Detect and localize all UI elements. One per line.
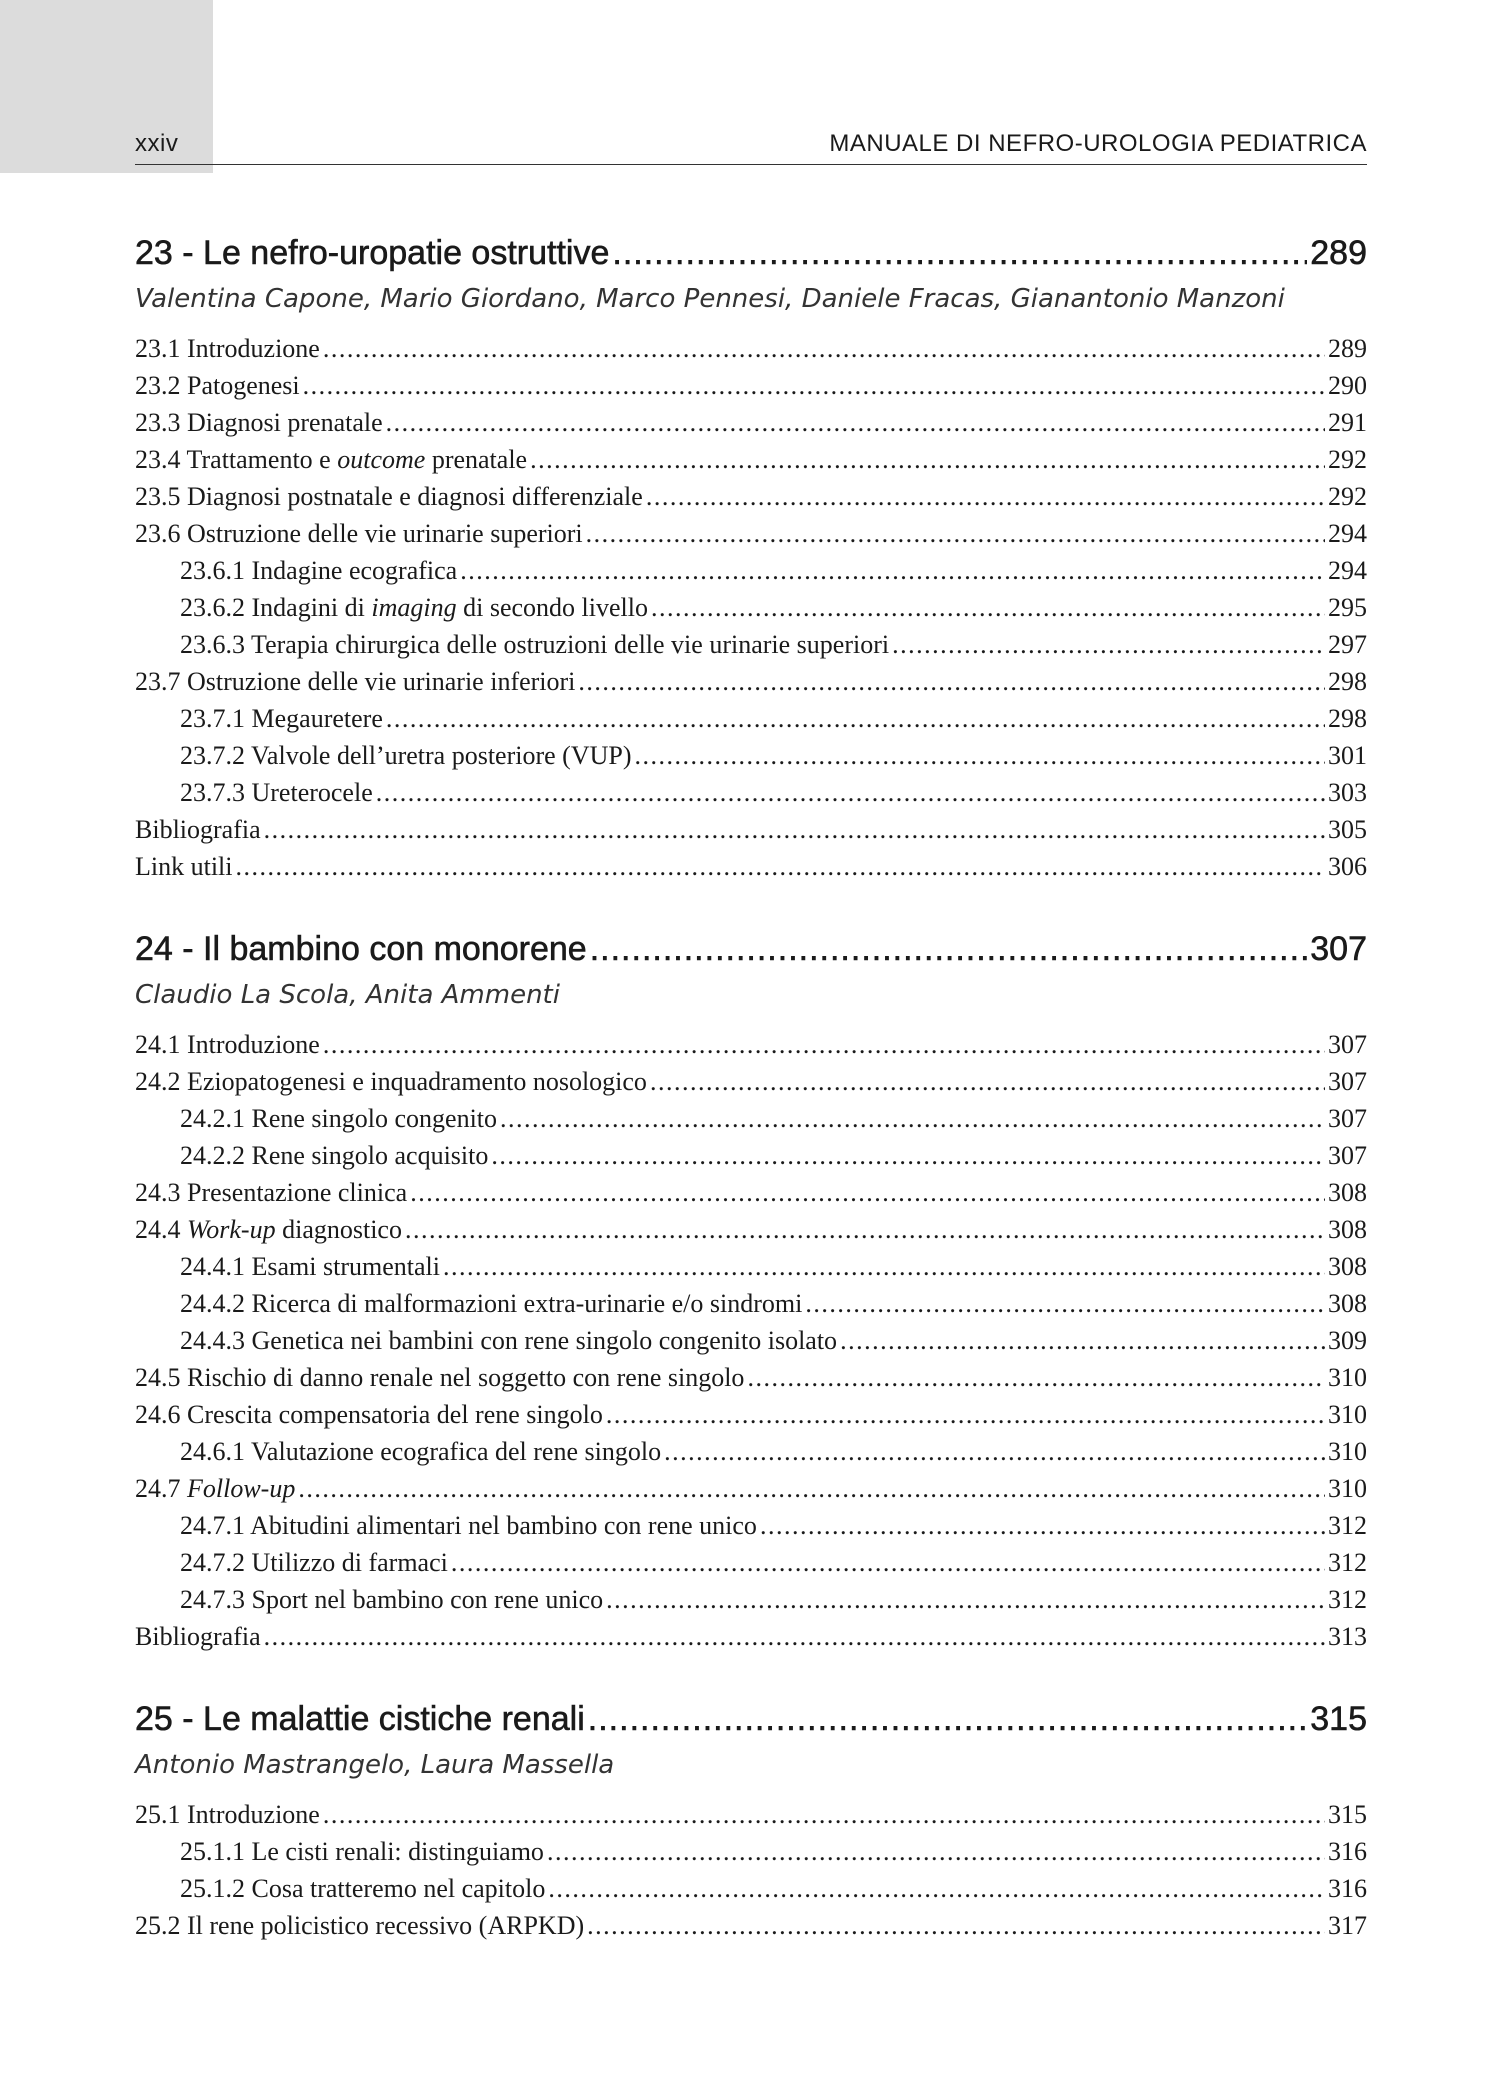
toc-entry[interactable] xyxy=(135,1174,1367,1211)
dot-leader xyxy=(646,478,1325,515)
entry-label: 24.2.2 Rene singolo acquisito xyxy=(180,1141,489,1170)
dot-leader xyxy=(590,924,1308,974)
entry-label: Bibliografia xyxy=(135,815,261,844)
dot-leader xyxy=(664,1433,1325,1470)
chapter-title[interactable] xyxy=(135,924,1367,974)
entry-label: 24.3 Presentazione clinica xyxy=(135,1178,408,1207)
dot-leader xyxy=(892,626,1325,663)
dot-leader xyxy=(747,1359,1325,1396)
dot-leader xyxy=(386,700,1325,737)
entry-page: 294 xyxy=(1328,556,1367,585)
entry-page: 290 xyxy=(1328,371,1367,400)
chapter-title-text: 24 - Il bambino con monorene xyxy=(135,930,587,968)
toc-entry[interactable] xyxy=(135,330,1367,367)
entry-label: 24.4.2 Ricerca di malformazioni extra-urinarie e/o sindromi xyxy=(180,1289,803,1318)
dot-leader xyxy=(264,1618,1325,1655)
toc-subentry[interactable] xyxy=(135,1322,1367,1359)
dot-leader xyxy=(612,228,1307,278)
entry-label: 23.2 Patogenesi xyxy=(135,371,300,400)
toc-entry[interactable] xyxy=(135,1470,1367,1507)
toc-subentry[interactable] xyxy=(135,1100,1367,1137)
label-part: diagnostico xyxy=(275,1215,402,1244)
entry-label: 23.6.1 Indagine ecografica xyxy=(180,556,458,585)
chapter-page: 315 xyxy=(1310,1700,1367,1738)
entry-page: 307 xyxy=(1328,1141,1367,1170)
entry-page: 294 xyxy=(1328,519,1367,548)
toc-subentry[interactable] xyxy=(135,589,1367,626)
dot-leader xyxy=(588,1694,1307,1744)
entry-page: 292 xyxy=(1328,482,1367,511)
dot-leader xyxy=(386,404,1325,441)
entry-label: 24.5 Rischio di danno renale nel soggetto con rene singolo xyxy=(135,1363,745,1392)
label-part: 24.4 xyxy=(135,1215,187,1244)
entry-page: 308 xyxy=(1328,1289,1367,1318)
toc-subentry[interactable] xyxy=(135,1248,1367,1285)
toc-subentry[interactable] xyxy=(135,1285,1367,1322)
entry-page: 289 xyxy=(1328,334,1367,363)
toc-subentry[interactable] xyxy=(135,1433,1367,1470)
toc-subentry[interactable] xyxy=(135,700,1367,737)
entry-page: 317 xyxy=(1328,1911,1367,1940)
entry-label: 23.7.2 Valvole dell’uretra posteriore (VUP) xyxy=(180,741,632,770)
label-emphasis: imaging xyxy=(371,593,457,622)
entry-page: 301 xyxy=(1328,741,1367,770)
entry-page: 305 xyxy=(1328,815,1367,844)
entry-page: 307 xyxy=(1328,1067,1367,1096)
entry-label: 25.1 Introduzione xyxy=(135,1800,320,1829)
toc-entry[interactable] xyxy=(135,1618,1367,1655)
dot-leader xyxy=(410,1174,1325,1211)
toc-entry[interactable] xyxy=(135,1063,1367,1100)
chapter-24 xyxy=(135,924,1367,1655)
toc-subentry[interactable] xyxy=(135,737,1367,774)
entry-label: 25.1.2 Cosa tratteremo nel capitolo xyxy=(180,1874,546,1903)
entry-page: 298 xyxy=(1328,704,1367,733)
chapter-authors: Antonio Mastrangelo, Laura Massella xyxy=(135,1750,615,1780)
label-emphasis: Work-up xyxy=(187,1215,276,1244)
dot-leader xyxy=(236,848,1326,885)
toc-entry[interactable] xyxy=(135,1359,1367,1396)
dot-leader xyxy=(805,1285,1325,1322)
dot-leader xyxy=(606,1396,1325,1433)
entry-label: Link utili xyxy=(135,852,233,881)
entry-page: 310 xyxy=(1328,1363,1367,1392)
label-part: di secondo livello xyxy=(456,593,648,622)
entry-label: 25.2 Il rene policistico recessivo (ARPKD) xyxy=(135,1911,585,1940)
toc-entry[interactable] xyxy=(135,1026,1367,1063)
toc-subentry[interactable] xyxy=(135,1833,1367,1870)
entry-label: 23.1 Introduzione xyxy=(135,334,320,363)
dot-leader xyxy=(443,1248,1325,1285)
entry-page: 316 xyxy=(1328,1874,1367,1903)
running-title: MANUALE DI NEFRO-UROLOGIA PEDIATRICA xyxy=(829,130,1367,157)
toc-entry[interactable] xyxy=(135,404,1367,441)
entry-page: 308 xyxy=(1328,1178,1367,1207)
entry-label xyxy=(135,1211,402,1248)
entry-label: 23.5 Diagnosi postnatale e diagnosi differenziale xyxy=(135,482,643,511)
entry-label: 24.4.1 Esami strumentali xyxy=(180,1252,440,1281)
entry-label: Bibliografia xyxy=(135,1622,261,1651)
entry-label: 24.1 Introduzione xyxy=(135,1030,320,1059)
dot-leader xyxy=(451,1544,1325,1581)
entry-page: 303 xyxy=(1328,778,1367,807)
toc-entry[interactable] xyxy=(135,663,1367,700)
toc-subentry[interactable] xyxy=(135,1507,1367,1544)
page-header xyxy=(135,122,1367,165)
dot-leader xyxy=(491,1137,1325,1174)
entry-label: 24.2 Eziopatogenesi e inquadramento nosologico xyxy=(135,1067,647,1096)
table-of-contents xyxy=(135,228,1367,1983)
chapter-page: 307 xyxy=(1310,930,1367,968)
dot-leader xyxy=(323,1796,1325,1833)
entry-page: 291 xyxy=(1328,408,1367,437)
entry-page: 306 xyxy=(1328,852,1367,881)
dot-leader xyxy=(376,774,1325,811)
entry-page: 295 xyxy=(1328,593,1367,622)
toc-subentry[interactable] xyxy=(135,1870,1367,1907)
entry-page: 310 xyxy=(1328,1474,1367,1503)
label-part: 23.4 Trattamento e xyxy=(135,445,338,474)
dot-leader xyxy=(840,1322,1325,1359)
entry-label: 23.7.3 Ureterocele xyxy=(180,778,373,807)
entry-page: 297 xyxy=(1328,630,1367,659)
dot-leader xyxy=(651,589,1325,626)
chapter-authors: Valentina Capone, Mario Giordano, Marco Pennesi, Daniele Fracas, Gianantonio Manzoni xyxy=(135,284,1285,314)
label-part: 23.6.2 Indagini di xyxy=(180,593,372,622)
entry-page: 312 xyxy=(1328,1585,1367,1614)
chapter-25 xyxy=(135,1694,1367,1944)
toc-subentry[interactable] xyxy=(135,1137,1367,1174)
entry-label: 24.6.1 Valutazione ecografica del rene singolo xyxy=(180,1437,662,1466)
dot-leader xyxy=(650,1063,1325,1100)
entry-label xyxy=(135,441,527,478)
entry-label: 23.6 Ostruzione delle vie urinarie superiori xyxy=(135,519,583,548)
page-number: xxiv xyxy=(135,130,179,157)
dot-leader xyxy=(606,1581,1325,1618)
chapter-authors: Claudio La Scola, Anita Ammenti xyxy=(135,980,560,1010)
toc-entry[interactable] xyxy=(135,1796,1367,1833)
toc-entry[interactable] xyxy=(135,1907,1367,1944)
toc-subentry[interactable] xyxy=(135,552,1367,589)
toc-entry[interactable] xyxy=(135,848,1367,885)
dot-leader xyxy=(323,330,1325,367)
dot-leader xyxy=(323,1026,1325,1063)
toc-subentry[interactable] xyxy=(135,1581,1367,1618)
entry-page: 312 xyxy=(1328,1511,1367,1540)
entry-label: 24.7.1 Abitudini alimentari nel bambino con rene unico xyxy=(180,1511,757,1540)
entry-page: 310 xyxy=(1328,1437,1367,1466)
entry-label: 24.4.3 Genetica nei bambini con rene singolo congenito isolato xyxy=(180,1326,838,1355)
entry-label: 23.6.3 Terapia chirurgica delle ostruzioni delle vie urinarie superiori xyxy=(180,630,890,659)
chapter-title-text: 25 - Le malattie cistiche renali xyxy=(135,1700,585,1738)
entry-page: 309 xyxy=(1328,1326,1367,1355)
entry-page: 315 xyxy=(1328,1800,1367,1829)
toc-entry[interactable] xyxy=(135,811,1367,848)
toc-entry[interactable] xyxy=(135,367,1367,404)
entry-label: 23.7.1 Megauretere xyxy=(180,704,383,733)
chapter-title-text: 23 - Le nefro-uropatie ostruttive xyxy=(135,234,610,272)
dot-leader xyxy=(547,1833,1325,1870)
toc-entry[interactable] xyxy=(135,441,1367,478)
dot-leader xyxy=(635,737,1325,774)
entry-page: 316 xyxy=(1328,1837,1367,1866)
toc-entry[interactable] xyxy=(135,478,1367,515)
chapter-title[interactable] xyxy=(135,228,1367,278)
label-emphasis: Follow-up xyxy=(187,1474,296,1503)
dot-leader xyxy=(530,441,1325,478)
entry-page: 308 xyxy=(1328,1252,1367,1281)
entry-page: 307 xyxy=(1328,1104,1367,1133)
dot-leader xyxy=(405,1211,1325,1248)
entry-label: 25.1.1 Le cisti renali: distinguiamo xyxy=(180,1837,544,1866)
chapter-23 xyxy=(135,228,1367,885)
dot-leader xyxy=(460,552,1325,589)
entry-page: 313 xyxy=(1328,1622,1367,1651)
dot-leader xyxy=(587,1907,1325,1944)
dot-leader xyxy=(264,811,1325,848)
toc-entry[interactable] xyxy=(135,515,1367,552)
chapter-title[interactable] xyxy=(135,1694,1367,1744)
entry-label: 24.7.3 Sport nel bambino con rene unico xyxy=(180,1585,604,1614)
label-part: prenatale xyxy=(425,445,528,474)
chapter-page: 289 xyxy=(1310,234,1367,272)
toc-subentry[interactable] xyxy=(135,626,1367,663)
toc-subentry[interactable] xyxy=(135,1544,1367,1581)
entry-label xyxy=(180,589,648,626)
dot-leader xyxy=(578,663,1325,700)
dot-leader xyxy=(500,1100,1325,1137)
dot-leader xyxy=(548,1870,1325,1907)
entry-page: 312 xyxy=(1328,1548,1367,1577)
entry-label: 24.2.1 Rene singolo congenito xyxy=(180,1104,498,1133)
entry-page: 310 xyxy=(1328,1400,1367,1429)
entry-label xyxy=(135,1470,295,1507)
entry-page: 307 xyxy=(1328,1030,1367,1059)
entry-label: 24.6 Crescita compensatoria del rene singolo xyxy=(135,1400,603,1429)
dot-leader xyxy=(586,515,1325,552)
dot-leader xyxy=(298,1470,1325,1507)
toc-entry[interactable] xyxy=(135,1396,1367,1433)
entry-label: 23.7 Ostruzione delle vie urinarie inferiori xyxy=(135,667,576,696)
toc-subentry[interactable] xyxy=(135,774,1367,811)
toc-entry[interactable] xyxy=(135,1211,1367,1248)
entry-page: 308 xyxy=(1328,1215,1367,1244)
dot-leader xyxy=(760,1507,1325,1544)
entry-page: 292 xyxy=(1328,445,1367,474)
entry-page: 298 xyxy=(1328,667,1367,696)
entry-label: 24.7.2 Utilizzo di farmaci xyxy=(180,1548,448,1577)
label-part: 24.7 xyxy=(135,1474,187,1503)
label-emphasis: outcome xyxy=(337,445,426,474)
dot-leader xyxy=(303,367,1325,404)
entry-label: 23.3 Diagnosi prenatale xyxy=(135,408,383,437)
